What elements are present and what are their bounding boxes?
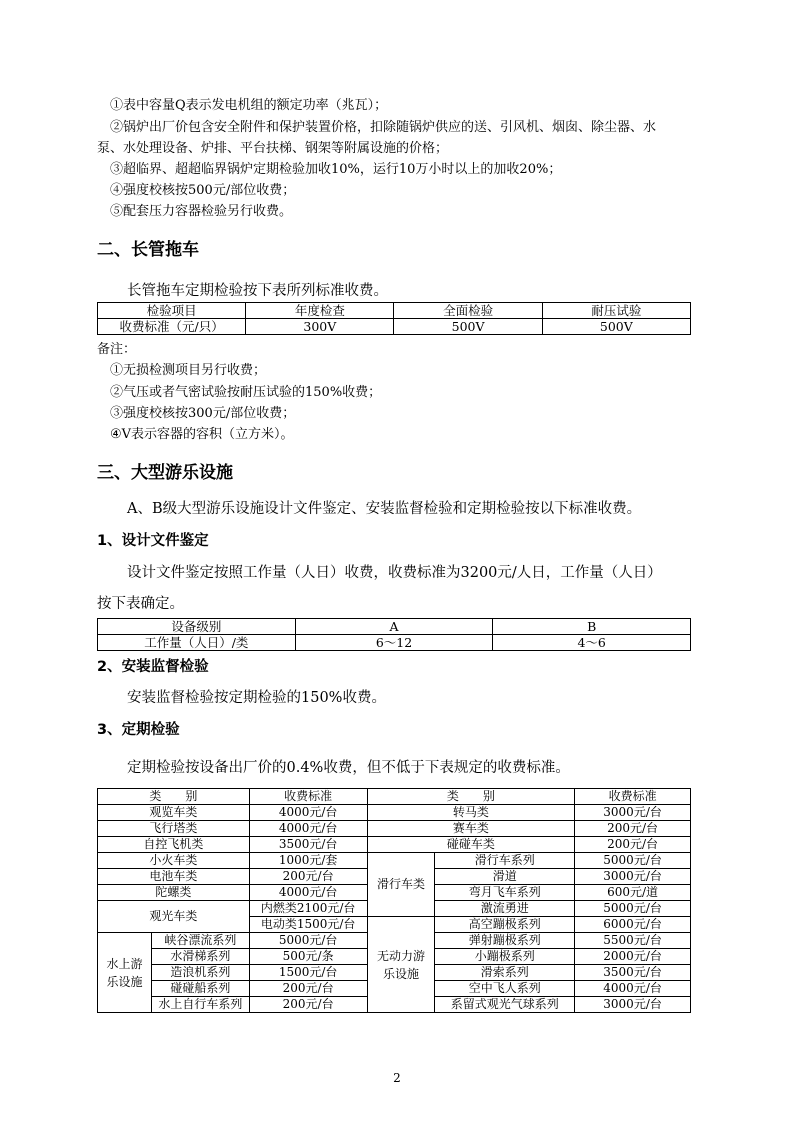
table-cell: 3000元/台 (575, 805, 691, 821)
water-group-cell (98, 933, 152, 1013)
td-workload-b: 4～6 (493, 635, 691, 651)
table-cell: 200元/台 (249, 869, 367, 885)
table-cell: 观览车类 (98, 805, 250, 821)
table-cell: 碰碰船系列 (151, 981, 249, 997)
table-cell: 水滑梯系列 (151, 949, 249, 965)
table-cell: 小火车类 (98, 853, 250, 869)
section2-note-4: ④V表示容器的容积（立方米）。 (110, 427, 294, 442)
td-annual-fee: 300V (246, 319, 394, 335)
nonpower-group-cell (367, 917, 435, 1013)
table-cell: 4000元/台 (249, 885, 367, 901)
table-cell: 200元/台 (249, 997, 367, 1013)
workload-table (97, 618, 691, 651)
install-inspection-text: 安装监督检验按定期检验的150%收费。 (127, 690, 386, 706)
section2-intro: 长管拖车定期检验按下表所列标准收费。 (127, 283, 388, 299)
table-cell: 3500元/台 (249, 837, 367, 853)
table-cell: 6000元/台 (575, 917, 691, 933)
page-number: 2 (393, 1071, 401, 1085)
design-review-text-2: 按下表确定。 (97, 596, 184, 612)
table-cell: 3000元/台 (575, 869, 691, 885)
table-cell: 3000元/台 (575, 997, 691, 1013)
design-review-text-1: 设计文件鉴定按照工作量（人日）收费，收费标准为3200元/人日，工作量（人日） (127, 565, 662, 581)
td-fee-label: 收费标准（元/只） (98, 319, 246, 335)
table-cell: 弯月飞车系列 (435, 885, 575, 901)
table-cell: 5000元/台 (249, 933, 367, 949)
water-group-label: 水上游乐设施 (106, 956, 143, 989)
table-cell: 赛车类 (367, 821, 575, 837)
th-annual: 年度检查 (246, 303, 394, 319)
th-grade-b: B (493, 619, 691, 635)
notes-label: 备注： (97, 342, 137, 357)
table-cell: 陀螺类 (98, 885, 250, 901)
td-pressure-fee: 500V (542, 319, 690, 335)
table-cell: 飞行塔类 (98, 821, 250, 837)
section3-intro: A、B级大型游乐设施设计文件鉴定、安装监督检验和定期检验按以下标准收费。 (127, 501, 642, 517)
boiler-note-1: ①表中容量Q表示发电机组的额定功率（兆瓦）； (110, 98, 388, 113)
table-cell: 电池车类 (98, 869, 250, 885)
table-cell: 峡谷漂流系列 (151, 933, 249, 949)
table-cell: 转马类 (367, 805, 575, 821)
periodic-fee-table (97, 788, 691, 1013)
table-cell: 滑索系列 (435, 965, 575, 981)
table-cell: 小蹦极系列 (435, 949, 575, 965)
table-cell: 4000元/台 (249, 821, 367, 837)
th-category-left: 类 别 (98, 789, 250, 805)
table-cell: 4000元/台 (249, 805, 367, 821)
table-cell: 3500元/台 (575, 965, 691, 981)
table-cell: 系留式观光气球系列 (435, 997, 575, 1013)
section2-note-1: ①无损检测项目另行收费； (110, 363, 267, 378)
table-cell: 自控飞机类 (98, 837, 250, 853)
table-cell: 200元/台 (249, 981, 367, 997)
table-cell: 造浪机系列 (151, 965, 249, 981)
th-full: 全面检验 (394, 303, 542, 319)
td-workload-a: 6～12 (295, 635, 493, 651)
table-cell: 滑道 (435, 869, 575, 885)
table-cell: 2000元/台 (575, 949, 691, 965)
table-cell: 弹射蹦极系列 (435, 933, 575, 949)
boiler-note-2-cont: 泵、水处理设备、炉排、平台扶梯、钢架等附属设施的价格； (97, 141, 449, 156)
section-heading-amusement: 三、大型游乐设施 (97, 463, 233, 483)
table-cell: 滑行车系列 (435, 853, 575, 869)
table-cell: 200元/台 (575, 821, 691, 837)
th-fee-right: 收费标准 (575, 789, 691, 805)
table-cell: 5500元/台 (575, 933, 691, 949)
section-heading-tube-trailer: 二、长管拖车 (97, 240, 199, 260)
table-cell: 500元/条 (249, 949, 367, 965)
section2-note-2: ②气压或者气密试验按耐压试验的150%收费； (110, 385, 382, 400)
boiler-note-3: ③超临界、超超临界锅炉定期检验加收10%，运行10万小时以上的加收20%； (110, 162, 562, 177)
coaster-group-cell: 滑行车类 (367, 853, 435, 917)
td-workload-label: 工作量（人日）/类 (98, 635, 296, 651)
table-cell: 1500元/台 (249, 965, 367, 981)
th-pressure: 耐压试验 (542, 303, 690, 319)
th-category-right: 类 别 (367, 789, 575, 805)
table-cell: 600元/道 (575, 885, 691, 901)
sightseeing-group-cell: 观光车类 (98, 901, 250, 933)
table-cell: 1000元/套 (249, 853, 367, 869)
periodic-inspection-text: 定期检验按设备出厂价的0.4%收费，但不低于下表规定的收费标准。 (127, 760, 570, 776)
td-full-fee: 500V (394, 319, 542, 335)
th-fee-left: 收费标准 (249, 789, 367, 805)
table-cell: 水上自行车系列 (151, 997, 249, 1013)
th-item: 检验项目 (98, 303, 246, 319)
boiler-note-5: ⑤配套压力容器检验另行收费。 (110, 204, 293, 219)
boiler-note-4: ④强度校核按500元/部位收费； (110, 183, 296, 198)
table-cell: 电动类1500元/台 (249, 917, 367, 933)
table-cell: 5000元/台 (575, 901, 691, 917)
table-cell: 内燃类2100元/台 (249, 901, 367, 917)
nonpower-group-label: 无动力游乐设施 (376, 948, 425, 981)
section2-note-3: ③强度校核按300元/部位收费； (110, 406, 296, 421)
sub-heading-install-inspection: 2、安装监督检验 (97, 659, 209, 675)
boiler-note-2: ②锅炉出厂价包含安全附件和保护装置价格，扣除随锅炉供应的送、引风机、烟囱、除尘器、水 (110, 120, 657, 135)
table-cell: 5000元/台 (575, 853, 691, 869)
table-cell: 碰碰车类 (367, 837, 575, 853)
table-cell: 高空蹦极系列 (435, 917, 575, 933)
th-grade: 设备级别 (98, 619, 296, 635)
table-cell: 空中飞人系列 (435, 981, 575, 997)
tube-trailer-fee-table (97, 302, 691, 335)
table-cell: 200元/台 (575, 837, 691, 853)
table-cell: 4000元/台 (575, 981, 691, 997)
sub-heading-periodic-inspection: 3、定期检验 (97, 722, 180, 738)
sub-heading-design-review: 1、设计文件鉴定 (97, 533, 209, 549)
th-grade-a: A (295, 619, 493, 635)
table-cell: 激流勇进 (435, 901, 575, 917)
